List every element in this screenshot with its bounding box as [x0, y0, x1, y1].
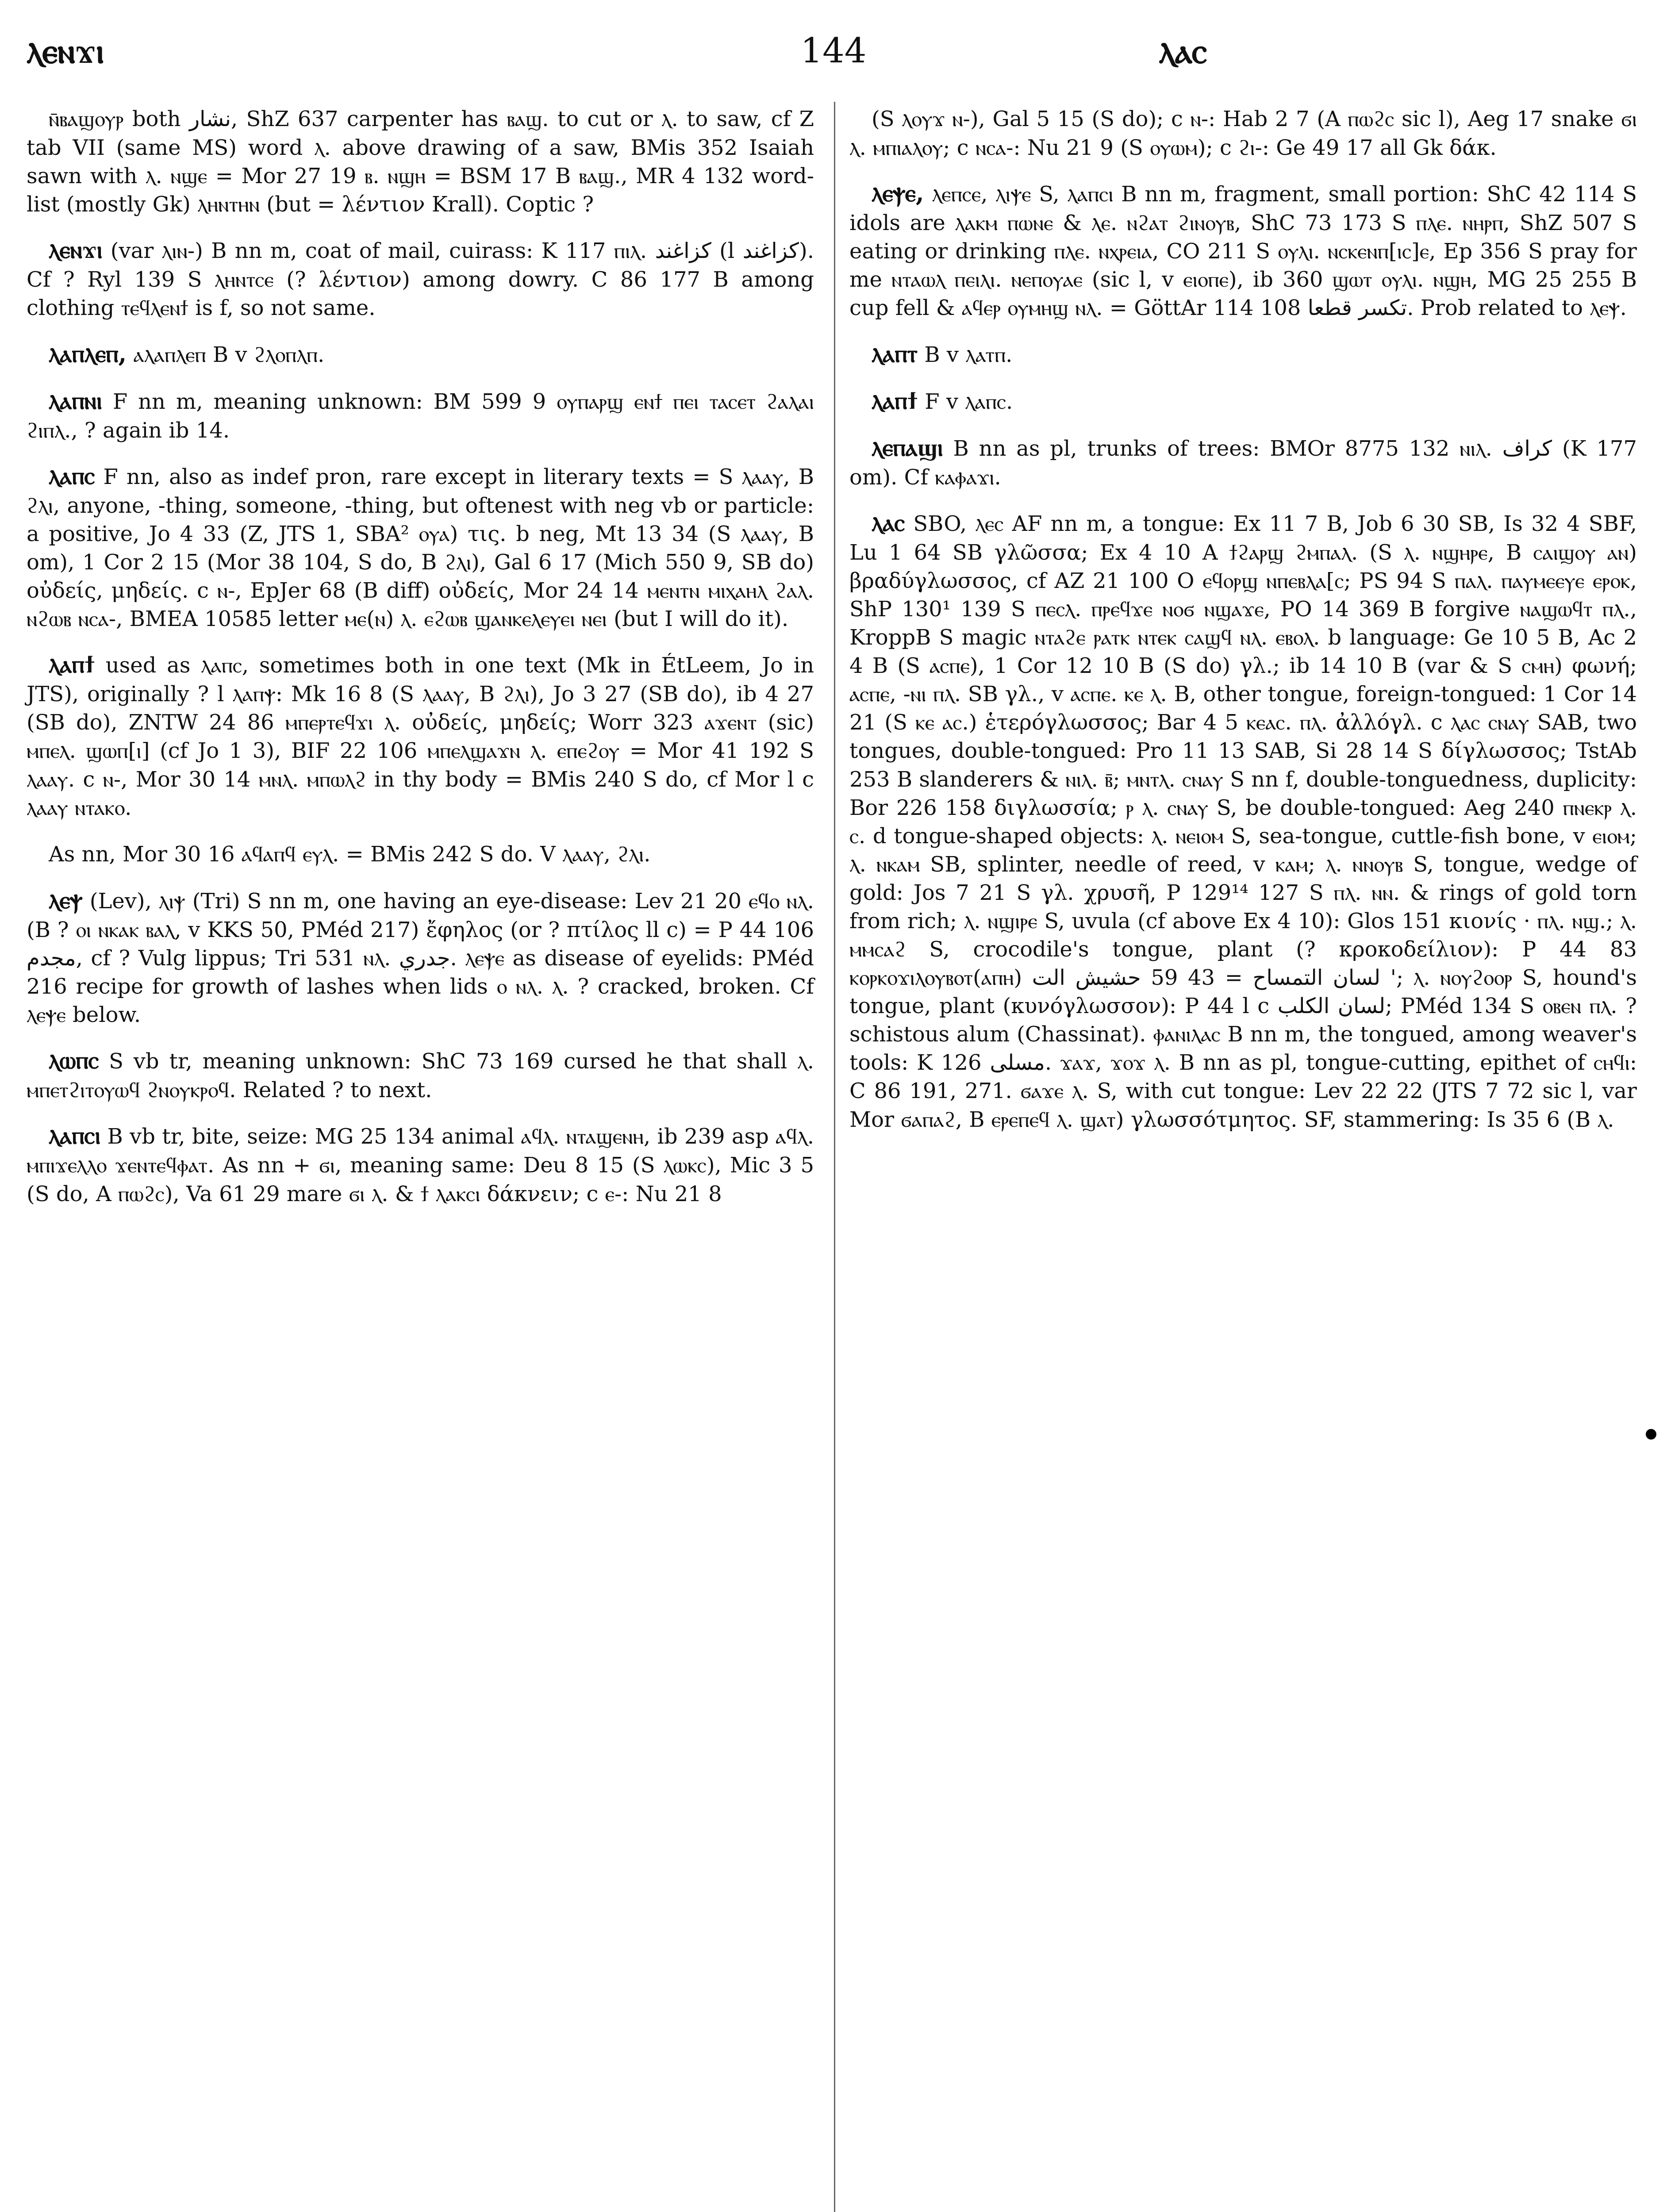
entry-text: ⲗⲉⲡⲥⲉ, ⲗⲓⲯⲉ S, ⲗⲁⲡⲥⲓ B nn m, fragment, small portion: ShC 42 114 S idols are ⲗⲁⲕⲙ ⲡⲱⲛⲉ & ⲗⲉ. ⲛϩⲁⲧ ϩⲓⲛⲟⲩⲃ, ShC 73 173 S ⲡⲗⲉ. ⲛⲏⲣⲡ, ShZ 507 S eating or drinking ⲡⲗⲉ. ⲛⲭⲣⲉⲓⲁ, CO 211 S ⲟⲩⲗⲓ. ⲛⲥⲕⲉⲛⲡ[ⲓⲥ]ⲉ, Ep 356 S pray for me ⲛⲧⲁⲱⲗ ⲡⲉⲓⲗⲓ. ⲛⲉⲡⲟⲩⲁⲉ (sic l, v ⲉⲓⲟⲡⲉ), ib 360 ϣⲱⲧ ⲟⲩⲗⲓ. ⲛϣⲏ, MG 25 255 B cup fell & ⲁϥⲉⲣ ⲟⲩⲙⲏϣ ⲛⲗ. = GöttAr 114 108 تكسر قطعا. Prob related to ⲗⲉⲯ.	[849, 182, 1637, 321]
entry-text: ⲁⲗⲁⲡⲗⲉⲡ B v ϩⲗⲟⲡⲗⲡ.	[133, 342, 325, 367]
entry-las	[849, 507, 1637, 1134]
entry-text: ⲛ̄ⲃⲁϣⲟⲩⲣ both نشار, ShZ 637 carpenter has ⲃⲁϣ. to cut or ⲗ. to saw, cf Z tab VII (same MS) word ⲗ. above drawing of a saw, BMis 352 Isaiah sawn with ⲗ. ⲛϣⲉ = Mor 27 19 ⲃ. ⲛϣⲏ = BSM 17 B ⲃⲁϣ., MR 4 132 word-list (mostly Gk) ⲗⲏⲛⲧⲏⲛ (but = λέντιον Krall). Coptic ?	[27, 107, 814, 217]
entry-text: B nn as pl, trunks of trees: BMOr 8775 132 ⲛⲓⲗ. كراف (K 177 om). Cf ⲕⲁⲫⲁϫⲓ.	[849, 436, 1637, 490]
entry-headword: ⲗⲁⲡⲛⲓ	[49, 386, 102, 415]
left-column	[27, 102, 814, 1223]
entry-text: F nn, also as indef pron, rare except in literary texts = S ⲗⲁⲁⲩ, B ϩⲗⲓ, anyone, -thing, someone, -thing, but oftenest with neg vb or particle: a positive, Jo 4 33 (Z, JTS 1, SBA² ⲟⲩⲁ) τις. b neg, Mt 13 34 (S ⲗⲁⲁⲩ, B om), 1 Cor 2 15 (Mor 38 104, S do, B ϩⲗⲓ), Gal 6 17 (Mich 550 9, SB do) οὐδείς, μηδείς. c ⲛ-, EpJer 68 (B diff) οὐδείς, Mor 24 14 ⲙⲉⲛⲧⲛ ⲙⲓⲭⲁⲏⲗ ϩⲁⲗ. ⲛϩⲱⲃ ⲛⲥⲁ-, BMEA 10585 letter ⲙⲉ(ⲛ) ⲗ. ⲉϩⲱⲃ ϣⲁⲛⲕⲉⲗⲉⲩⲉⲓ ⲛⲉⲓ (but I will do it).	[27, 464, 814, 632]
entry-text: F v ⲗⲁⲡⲥ.	[925, 389, 1013, 414]
entry-continuation-saw	[27, 102, 814, 219]
left-running-headword: ⲗⲉⲛϫⲓ	[27, 31, 104, 71]
entry-text: (var ⲗⲓⲛ-) B nn m, coat of mail, cuirass: K 117 ⲡⲓⲗ. كزاغند (l كزاغند). Cf ? Ryl 139 S ⲗⲏⲛⲧⲥⲉ (? λέντιον) among dowry. C 86 177 B among clothing ⲧⲉϥⲗⲉⲛϯ is f, so not same.	[27, 238, 814, 321]
entry-text: B v ⲗⲁⲧⲡ.	[924, 342, 1013, 367]
margin-dot	[1646, 1429, 1656, 1440]
entry-headword: ⲗⲉⲡⲁϣⲓ	[872, 433, 943, 461]
entry-lops	[27, 1044, 814, 1104]
entry-text: As nn, Mor 30 16 ⲁϥⲁⲡϥ ⲉⲩⲗ. = BMis 242 S do. V ⲗⲁⲁⲩ, ϩⲗⲓ.	[49, 841, 651, 867]
entry-lepashi	[849, 431, 1637, 492]
entry-text: used as ⲗⲁⲡⲥ, sometimes both in one text (Mk in ÉtLeem, Jo in JTS), originally ? l ⲗⲁⲡⲯ: Mk 16 8 (S ⲗⲁⲁⲩ, B ϩⲗⲓ), Jo 3 27 (SB do), ib 4 27 (SB do), ZNTW 24 86 ⲙⲡⲉⲣⲧⲉϥϫⲓ ⲗ. οὐδείς, μηδείς; Worr 323 ⲁϫⲉⲛⲧ (sic) ⲙⲡⲉⲗ. ϣⲱⲡ[ⲓ] (cf Jo 1 3), BIF 22 106 ⲙⲡⲉⲗϣⲁϫⲛ ⲗ. ⲉⲡⲉϩⲟⲩ = Mor 41 192 S ⲗⲁⲁⲩ. c ⲛ-, Mor 30 14 ⲙⲛⲗ. ⲙⲡⲱⲗϩ in thy body = BMis 240 S do, cf Mor l c ⲗⲁⲁⲩ ⲛⲧⲁⲕⲟ.	[27, 653, 814, 820]
entry-continuation-lapsi	[849, 102, 1637, 162]
entry-headword: ⲗⲁⲡϯ	[49, 650, 95, 679]
entry-headword: ⲗⲉⲯ	[49, 885, 83, 914]
entry-lapni	[27, 384, 814, 445]
entry-headword: ⲗⲉⲯⲉ,	[872, 179, 924, 207]
entry-laplep	[27, 338, 814, 369]
column-divider	[834, 102, 835, 2212]
entry-lapti-f	[849, 384, 1637, 416]
entry-text: F nn m, meaning unknown: BM 599 9 ⲟⲩⲡⲁⲣϣ ⲉⲛϯ ⲡⲉⲓ ⲧⲁⲥⲉⲧ ϩⲁⲗⲁⲓ ϩⲓⲡⲗ., ? again ib 14.	[27, 389, 814, 443]
entry-text: B vb tr, bite, seize: MG 25 134 animal ⲁϥⲗ. ⲛⲧⲁϣⲉⲛⲏ, ib 239 asp ⲁϥⲗ. ⲙⲡⲓϫⲉⲗⲗⲟ ϫⲉⲛⲧⲉϥⲫⲁⲧ. As nn + ϭⲓ, meaning same: Deu 8 15 (S ⲗⲱⲕⲥ), Mic 3 5 (S do, A ⲡⲱϩⲥ), Va 61 29 mare ϭⲓ ⲗ. & ϯ ⲗⲁⲕⲥⲓ δάκνειν; c ⲉ-: Nu 21 8	[27, 1124, 814, 1206]
right-column	[849, 102, 1637, 1149]
entry-lenji	[27, 234, 814, 322]
entry-headword: ⲗⲁⲡⲥⲓ	[49, 1121, 101, 1150]
entry-laps-as-noun	[27, 837, 814, 869]
page-header	[18, 18, 1649, 84]
entry-headword: ⲗⲁⲡϯ	[872, 386, 918, 415]
entry-text: S vb tr, meaning unknown: ShC 73 169 cursed he that shall ⲗ. ⲙⲡⲉⲧϩⲓⲧⲟⲩⲱϥ ϩⲛⲟⲩⲕⲣⲟϥ. Related ? to next.	[27, 1049, 814, 1103]
entry-headword: ⲗⲁⲡⲗⲉⲡ,	[49, 339, 127, 368]
entry-text: SBO, ⲗⲉⲥ AF nn m, a tongue: Ex 11 7 B, Job 6 30 SB, Is 32 4 SBF, Lu 1 64 SB γλῶσσα; Ex 4 10 A ϯϩⲁⲣϣ ϩⲙⲡⲁⲗ. (S ⲗ. ⲛϣⲏⲣⲉ, B ⲥⲁⲓϣⲟⲩ ⲁⲛ) βραδύγλωσσος, cf AZ 21 100 O ⲉϥⲟⲣϣ ⲛⲡⲉⲃⲗⲁ[ⲥ; PS 94 S ⲡⲁⲗ. ⲡⲁⲩⲙⲉⲉⲩⲉ ⲉⲣⲟⲕ, ShP 130¹ 139 S ⲡⲉⲥⲗ. ⲡⲣⲉϥϫⲉ ⲛⲟϭ ⲛϣⲁϫⲉ, PO 14 369 B forgive ⲛⲁϣⲱϥⲧ ⲡⲗ., KroppB S magic ⲛⲧⲁϩⲉ ⲣⲁⲧⲕ ⲛⲧⲉⲕ ⲥⲁϣϥ ⲛⲗ. ⲉⲃⲟⲗ. b language: Ge 10 5 B, Ac 2 4 B (S ⲁⲥⲡⲉ), 1 Cor 12 10 B (S do) γλ.; ib 14 10 B (var & S ⲥⲙⲏ) φωνή; ⲁⲥⲡⲉ, -ⲛⲓ ⲡⲗ. SB γλ., v ⲁⲥⲡⲉ. ⲕⲉ ⲗ. B, other tongue, foreign-tongued: 1 Cor 14 21 (S ⲕⲉ ⲁⲥ.) ἑτερόγλωσσος; Bar 4 5 ⲕⲉⲁⲥ. ⲡⲗ. ἀλλόγλ. c ⲗⲁⲥ ⲥⲛⲁⲩ SAB, two tongues, double-tongued: Pro 11 13 SAB, Si 28 14 S δίγλωσσος; TstAb 253 B slanderers & ⲛⲓⲗ. ⲃ̄; ⲙⲛⲧⲗ. ⲥⲛⲁⲩ S nn f, double-tonguedness, duplicity: Bor 226 158 διγλωσσία; ⲣ ⲗ. ⲥⲛⲁⲩ S, be double-tongued: Aeg 240 ⲡⲛⲉⲕⲣ ⲗ. ⲥ. d tongue-shaped objects: ⲗ. ⲛⲉⲓⲟⲙ S, sea-tongue, cuttle-fish bone, v ⲉⲓⲟⲙ; ⲗ. ⲛⲕⲁⲙ SB, splinter, needle of reed, v ⲕⲁⲙ; ⲗ. ⲛⲛⲟⲩⲃ S, tongue, wedge of gold: Jos 7 21 S γλ. χρυσῆ, P 129¹⁴ 127 S ⲡⲗ. ⲛⲛ. & rings of gold torn from rich; ⲗ. ⲛϣⲓⲣⲉ S, uvula (cf above Ex 4 10): Glos 151 κιονίς · ⲡⲗ. ⲛϣ.; ⲗ. ⲙⲙⲥⲁϩ S, crocodile's tongue, plant (? κροκοδείλιον): P 44 83 ⲕⲟⲣⲕⲟϫⲓⲗⲟⲩⲃⲟⲧ(ⲁⲡⲏ) لسان التمساح = 43 59 حشيش الت '; ⲗ. ⲛⲟⲩϩⲟⲟⲣ S, hound's tongue, plant (κυνόγλωσσον): P 44 l c لسان الكلب; PMéd 134 S ⲟⲃⲉⲛ ⲡⲗ. ? schistous alum (Chassinat). ⲫⲁⲛⲓⲗⲁⲥ B nn m, the tongued, among weaver's tools: K 126 مسلى. ϫⲁϫ, ϫⲟϫ ⲗ. B nn as pl, tongue-cutting, epithet of ⲥⲏϥⲓ: C 86 191, 271. ϭⲁϫⲉ ⲗ. S, with cut tongue: Lev 22 22 (JTS 7 72 sic l, var Mor ϭⲁⲡⲁϩ, B ⲉⲣⲉⲡⲉϥ ⲗ. ϣⲁⲧ) γλωσσότμητος. SF, stammering: Is 35 6 (B ⲗ.	[849, 511, 1637, 1132]
entry-headword: ⲗⲱⲡⲥ	[49, 1046, 99, 1075]
entry-text: (S ⲗⲟⲩϫ ⲛ-), Gal 5 15 (S do); c ⲛ-: Hab 2 7 (A ⲡⲱϩⲥ sic l), Aeg 17 snake ϭⲓ ⲗ. ⲙⲡⲓⲁⲗⲟⲩ; c ⲛⲥⲁ-: Nu 21 9 (S ⲟⲩⲱⲙ); c ϩⲓ-: Ge 49 17 all Gk δάκ.	[849, 107, 1637, 161]
entry-lapsi	[27, 1119, 814, 1208]
right-running-headword: ⲗⲁⲥ	[1159, 31, 1207, 71]
entry-laps	[27, 460, 814, 633]
entry-headword: ⲗⲁⲡⲥ	[49, 461, 95, 490]
entry-leps	[27, 884, 814, 1029]
dictionary-page	[18, 18, 1649, 2212]
entry-lapt	[849, 338, 1637, 369]
entry-lapti	[27, 648, 814, 822]
entry-headword: ⲗⲁⲥ	[872, 508, 905, 537]
entry-text: (Lev), ⲗⲓⲯ (Tri) S nn m, one having an eye-disease: Lev 21 20 ⲉϥⲟ ⲛⲗ. (B ? ⲟⲓ ⲛⲕⲁⲕ ⲃⲁⲗ, v KKS 50, PMéd 217) ἔφηλος (or ? πτίλος ll c) = P 44 106 مجدم, cf ? Vulg lippus; Tri 531 ⲛⲗ. جدري. ⲗⲉⲯⲉ as disease of eyelids: PMéd 216 recipe for growth of lashes when lids ⲟ ⲛⲗ. ⲗ. ? cracked, broken. Cf ⲗⲉⲯⲉ below.	[27, 888, 814, 1028]
entry-headword: ⲗⲉⲛϫⲓ	[49, 235, 103, 264]
page-number: 144	[800, 31, 867, 71]
entry-headword: ⲗⲁⲡⲧ	[872, 339, 918, 368]
entry-lepse	[849, 177, 1637, 322]
